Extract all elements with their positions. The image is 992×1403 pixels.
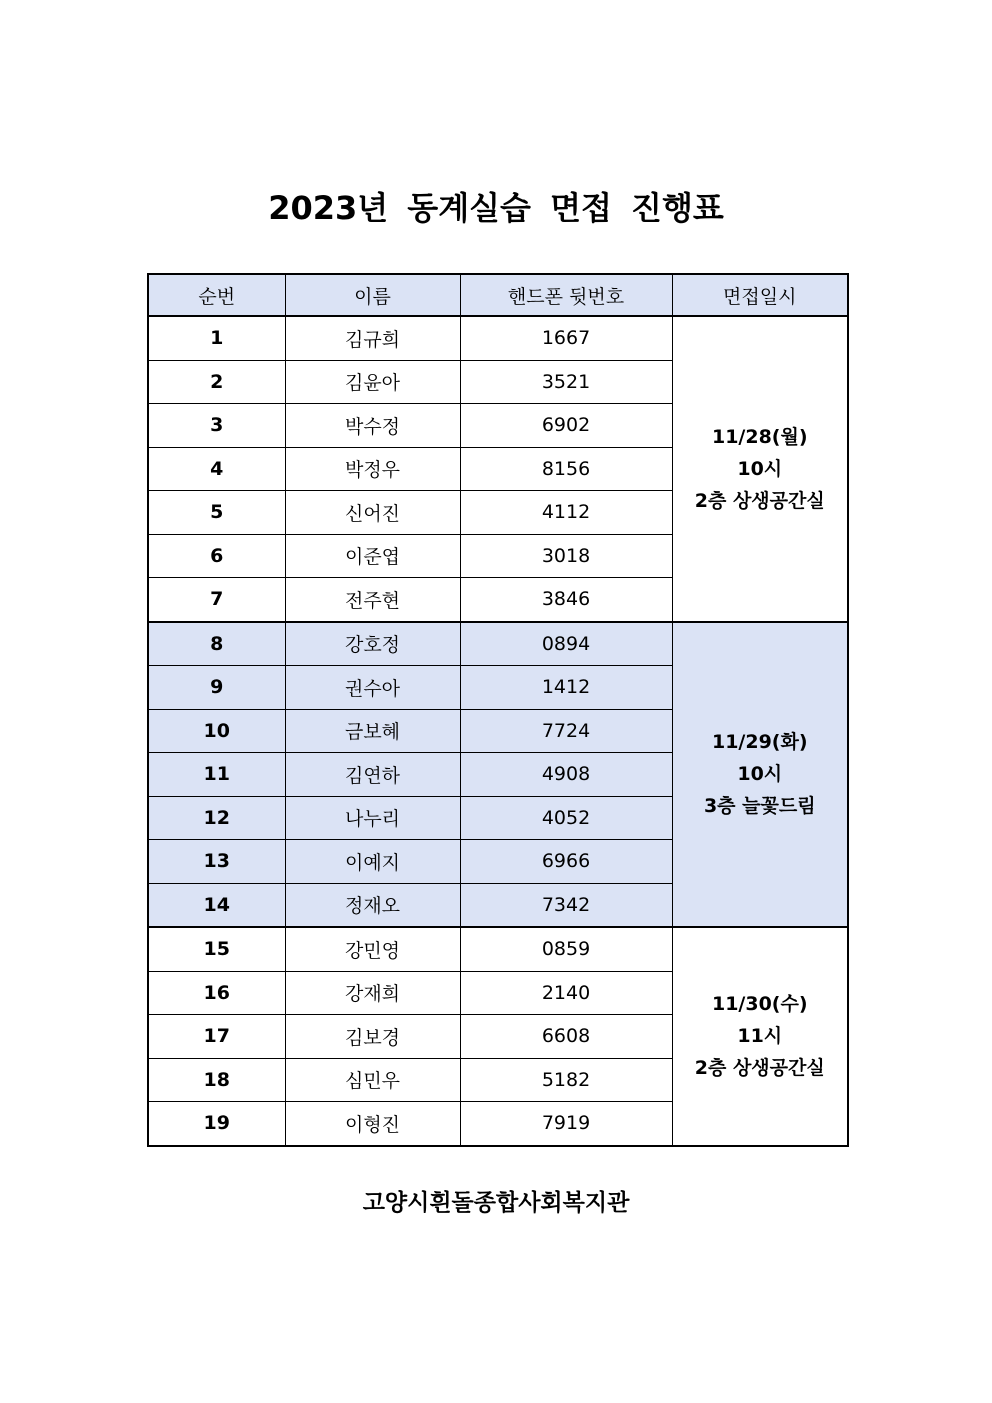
header-number: 순번 [148, 274, 285, 316]
row-name: 권수아 [285, 666, 460, 710]
table-row [148, 622, 848, 666]
row-phone: 8156 [460, 447, 672, 491]
row-name: 이예지 [285, 840, 460, 884]
row-name: 강재희 [285, 971, 460, 1015]
table-header-row [148, 274, 848, 316]
interview-time: 10시 [737, 763, 783, 786]
row-phone: 5182 [460, 1058, 672, 1102]
table-row [148, 927, 848, 971]
row-phone: 7724 [460, 709, 672, 753]
header-phone-suffix: 핸드폰 뒷번호 [460, 274, 672, 316]
header-name: 이름 [285, 274, 460, 316]
row-name: 신어진 [285, 491, 460, 535]
row-phone: 4112 [460, 491, 672, 535]
row-name: 나누리 [285, 796, 460, 840]
row-name: 김규희 [285, 316, 460, 360]
row-number: 14 [148, 883, 285, 927]
row-name: 심민우 [285, 1058, 460, 1102]
table-body [148, 316, 848, 1146]
row-number: 7 [148, 578, 285, 622]
interview-schedule-table [147, 273, 849, 1147]
row-number: 12 [148, 796, 285, 840]
row-phone: 6608 [460, 1015, 672, 1059]
row-name: 김보경 [285, 1015, 460, 1059]
interview-schedule-cell [672, 316, 848, 622]
row-number: 9 [148, 666, 285, 710]
organization-name: 고양시흰돌종합사회복지관 [362, 1190, 630, 1216]
row-phone: 7919 [460, 1102, 672, 1146]
interview-place: 2층 상생공간실 [694, 1057, 825, 1080]
row-number: 13 [148, 840, 285, 884]
row-phone: 3846 [460, 578, 672, 622]
row-name: 이준엽 [285, 534, 460, 578]
interview-date: 11/28(월) [711, 425, 808, 448]
row-number: 3 [148, 404, 285, 448]
row-name: 박수정 [285, 404, 460, 448]
interview-schedule-cell [672, 927, 848, 1146]
row-name: 정재오 [285, 883, 460, 927]
interview-date: 11/29(화) [711, 731, 808, 754]
header-interview-datetime: 면접일시 [672, 274, 848, 316]
row-phone: 7342 [460, 883, 672, 927]
interview-date: 11/30(수) [711, 993, 808, 1016]
row-name: 전주현 [285, 578, 460, 622]
row-name: 이형진 [285, 1102, 460, 1146]
interview-place: 3층 늘꽃드림 [703, 795, 816, 818]
table-row [148, 316, 848, 360]
row-name: 강호정 [285, 622, 460, 666]
row-number: 8 [148, 622, 285, 666]
row-number: 5 [148, 491, 285, 535]
row-phone: 2140 [460, 971, 672, 1015]
row-phone: 3521 [460, 360, 672, 404]
row-number: 1 [148, 316, 285, 360]
row-phone: 4908 [460, 753, 672, 797]
row-number: 11 [148, 753, 285, 797]
row-number: 10 [148, 709, 285, 753]
row-phone: 3018 [460, 534, 672, 578]
row-name: 김윤아 [285, 360, 460, 404]
row-number: 17 [148, 1015, 285, 1059]
row-phone: 1667 [460, 316, 672, 360]
interview-time: 11시 [737, 1025, 783, 1048]
row-phone: 6902 [460, 404, 672, 448]
document-title: 2023년 동계실습 면접 진행표 [268, 189, 724, 227]
row-name: 강민영 [285, 927, 460, 971]
row-number: 16 [148, 971, 285, 1015]
row-name: 박정우 [285, 447, 460, 491]
row-number: 4 [148, 447, 285, 491]
row-phone: 0859 [460, 927, 672, 971]
interview-schedule-cell [672, 622, 848, 928]
row-phone: 0894 [460, 622, 672, 666]
row-name: 김연하 [285, 753, 460, 797]
row-phone: 1412 [460, 666, 672, 710]
row-number: 6 [148, 534, 285, 578]
row-number: 18 [148, 1058, 285, 1102]
row-number: 19 [148, 1102, 285, 1146]
row-phone: 6966 [460, 840, 672, 884]
row-name: 금보혜 [285, 709, 460, 753]
row-number: 2 [148, 360, 285, 404]
row-number: 15 [148, 927, 285, 971]
interview-place: 2층 상생공간실 [694, 489, 825, 512]
interview-time: 10시 [737, 457, 783, 480]
row-phone: 4052 [460, 796, 672, 840]
